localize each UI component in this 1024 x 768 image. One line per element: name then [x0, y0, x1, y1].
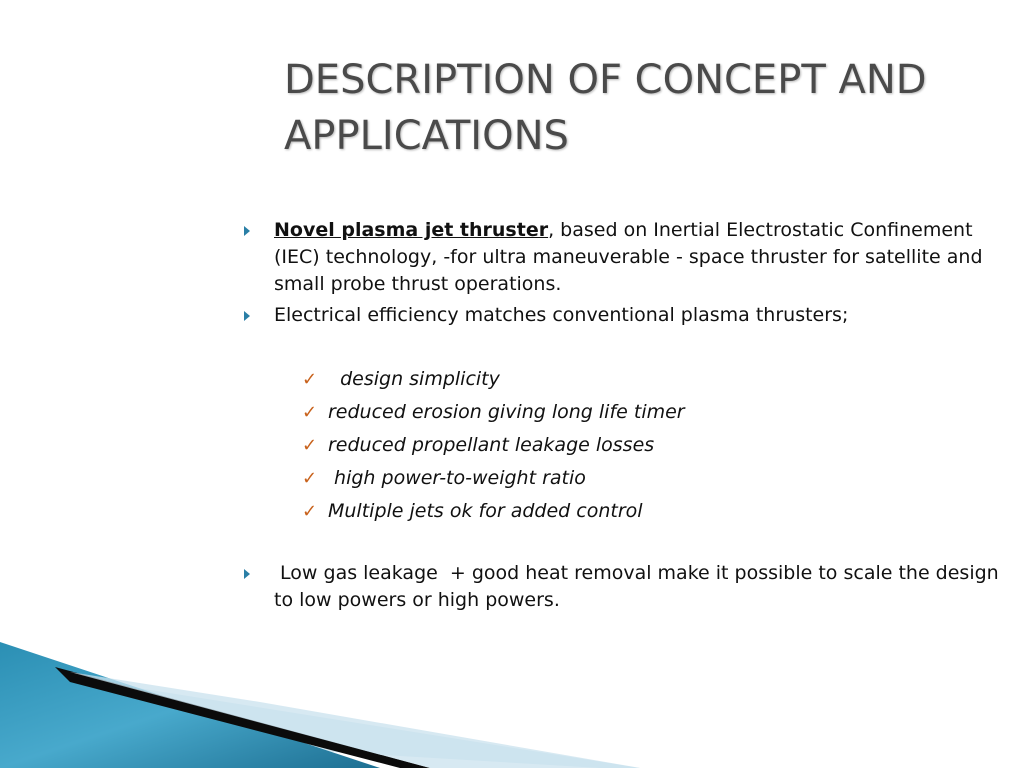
check-item-text: reduced propellant leakage losses [328, 434, 655, 456]
check-item-text: reduced erosion giving long life timer [328, 401, 685, 423]
check-item-text: Multiple jets ok for added control [328, 500, 643, 522]
check-item-5 [302, 495, 1004, 528]
bullet-text: , based on Inertial Electrostatic Confinement (IEC) technology, -for ultra maneuverable - space thruster for satellite and small probe thrust operations. [274, 219, 983, 295]
triangle-right-icon [244, 226, 250, 236]
checkmark-icon: ✓ [302, 501, 318, 522]
checkmark-icon: ✓ [302, 468, 318, 489]
triangle-right-icon [244, 569, 250, 579]
slide-title: DESCRIPTION OF CONCEPT AND APPLICATIONS [284, 57, 927, 159]
bullet-item-3 [244, 560, 1004, 614]
check-item-text: high power-to-weight ratio [328, 467, 586, 489]
slide-body [244, 217, 1004, 614]
checklist [244, 363, 1004, 528]
bullet-item-1 [244, 217, 1004, 298]
check-item-1 [302, 363, 1004, 396]
checkmark-icon: ✓ [302, 435, 318, 456]
bullet-text: Low gas leakage + good heat removal make it possible to scale the design to low powers or high powers. [274, 562, 1005, 611]
check-item-3 [302, 429, 1004, 462]
check-item-text: design simplicity [328, 368, 500, 390]
bullet-text: Electrical efficiency matches conventional plasma thrusters; [274, 304, 849, 326]
checkmark-icon: ✓ [302, 369, 318, 390]
check-item-4 [302, 462, 1004, 495]
check-item-2 [302, 396, 1004, 429]
checkmark-icon: ✓ [302, 402, 318, 423]
decorative-wave-graphic [0, 642, 640, 768]
bullet-lead-text: Novel plasma jet thruster [274, 219, 549, 241]
bullet-item-2 [244, 302, 1004, 329]
triangle-right-icon [244, 311, 250, 321]
